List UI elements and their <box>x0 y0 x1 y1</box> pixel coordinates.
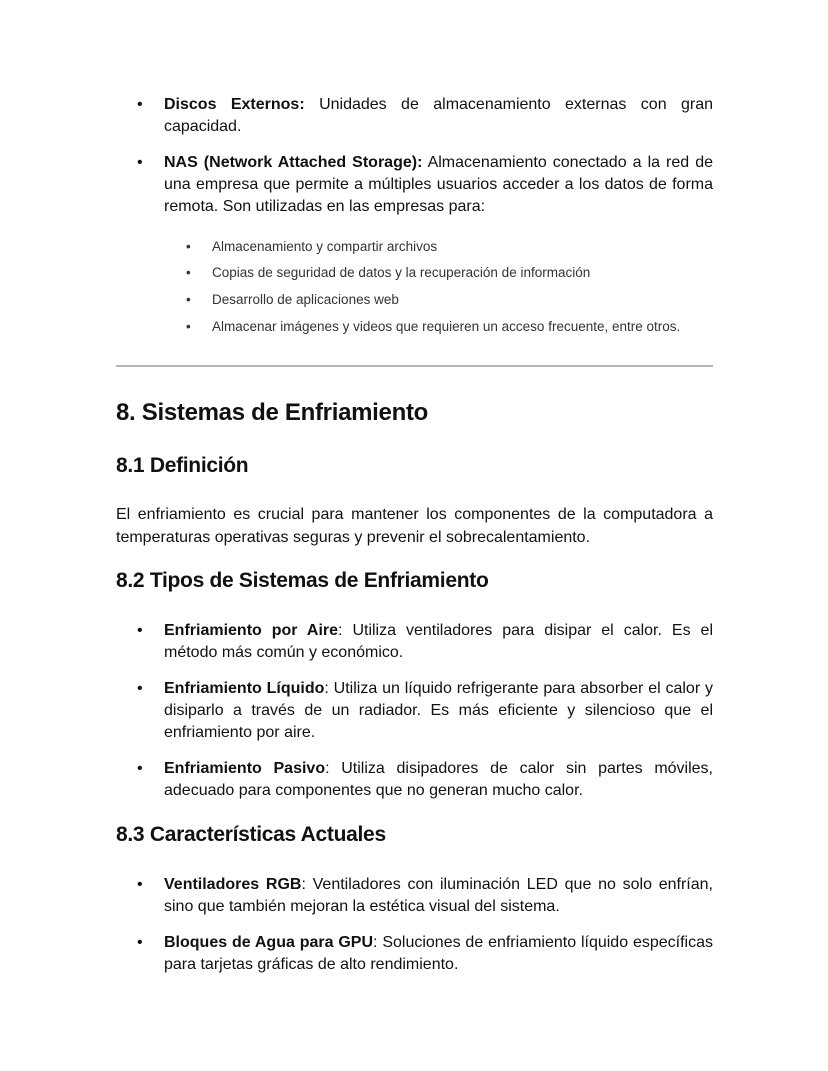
sub-item-text: Desarrollo de aplicaciones web <box>212 292 399 307</box>
item-term: Enfriamiento Pasivo <box>164 760 326 777</box>
types-heading: 8.2 Tipos de Sistemas de Enfriamiento <box>116 569 489 592</box>
list-item-nas <box>137 152 713 218</box>
sub-list-item <box>186 318 726 336</box>
sub-item-text: Almacenamiento y compartir archivos <box>212 239 438 254</box>
bullet-icon: • <box>186 319 191 334</box>
list-item-aire <box>137 620 713 664</box>
item-term: Enfriamiento por Aire <box>164 622 339 639</box>
bullet-icon: • <box>137 680 143 697</box>
item-term: Bloques de Agua para GPU <box>164 934 374 951</box>
item-text: : Soluciones de enfriamiento líquido específicas para tarjetas gráficas de alto rendimiento. <box>164 934 713 973</box>
bullet-icon: • <box>186 292 191 307</box>
bullet-icon: • <box>186 239 191 254</box>
sub-list-item <box>186 264 726 282</box>
sub-item-text: Copias de seguridad de datos y la recuperación de información <box>212 265 591 280</box>
bullet-icon: • <box>137 876 143 893</box>
item-text: : Ventiladores con iluminación LED que no solo enfrían, sino que también mejoran la estética visual del sistema. <box>164 876 713 915</box>
bullet-icon: • <box>137 622 143 639</box>
sub-list-item <box>186 238 726 256</box>
item-text: : Utiliza ventiladores para disipar el calor. Es el método más común y económico. <box>164 622 714 661</box>
item-term: Ventiladores RGB <box>164 876 302 893</box>
list-item-rgb <box>137 874 713 918</box>
item-term: Discos Externos: <box>164 96 305 113</box>
item-text: : Utiliza disipadores de calor sin partes móviles, adecuado para componentes que no generan mucho calor. <box>164 760 713 799</box>
item-text: Unidades de almacenamiento externas con gran capacidad. <box>164 96 714 135</box>
item-term: Enfriamiento Líquido <box>164 680 325 697</box>
list-item-liquido <box>137 678 713 744</box>
definition-heading: 8.1 Definición <box>116 454 249 477</box>
bullet-icon: • <box>137 96 143 113</box>
bullet-icon: • <box>137 760 143 777</box>
bullet-icon: • <box>137 934 143 951</box>
sub-item-text: Almacenar imágenes y videos que requieren un acceso frecuente, entre otros. <box>212 319 681 334</box>
list-item-gpu-water <box>137 932 713 976</box>
sub-list-item <box>186 291 726 309</box>
horizontal-divider <box>116 365 713 367</box>
list-item-discos-externos <box>137 94 713 138</box>
bullet-icon: • <box>186 265 191 280</box>
item-text: Almacenamiento conectado a la red de una empresa que permite a múltiples usuarios acceder a los datos de forma remota. Son utilizadas en las empresas para: <box>164 154 714 215</box>
bullet-icon: • <box>137 154 143 171</box>
definition-paragraph: El enfriamiento es crucial para mantener los componentes de la computadora a temperaturas operativas seguras y prevenir el sobrecalentamiento. <box>116 506 713 546</box>
section-heading: 8. Sistemas de Enfriamiento <box>116 399 429 426</box>
item-term: NAS (Network Attached Storage): <box>164 154 423 171</box>
item-text: : Utiliza un líquido refrigerante para absorber el calor y disiparlo a través de un radiador. Es más eficiente y silencioso que el enfriamiento por aire. <box>164 680 713 741</box>
features-heading: 8.3 Características Actuales <box>116 823 386 846</box>
list-item-pasivo <box>137 758 713 802</box>
